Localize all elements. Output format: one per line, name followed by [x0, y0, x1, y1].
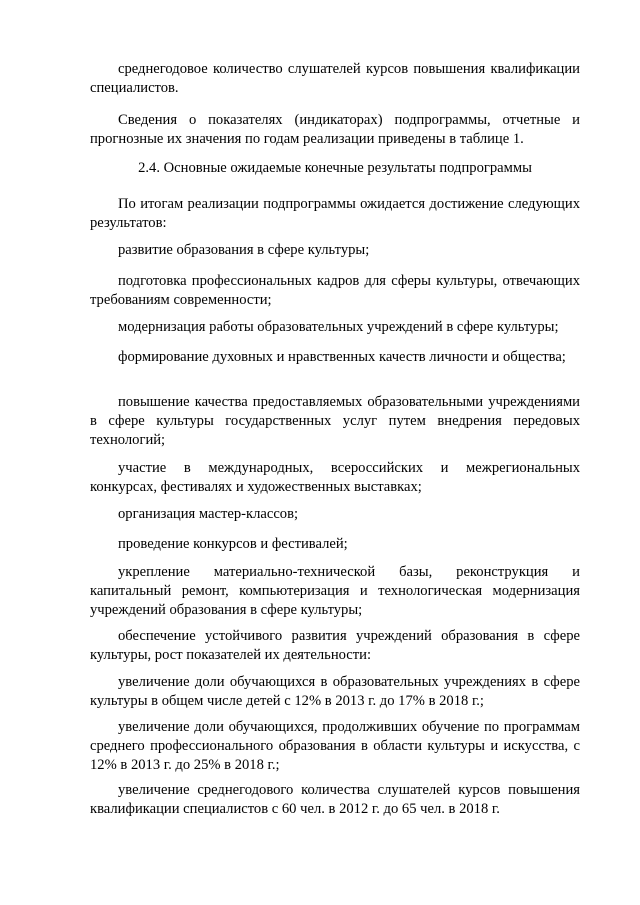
result-item — [90, 459, 580, 497]
result-item — [90, 272, 580, 310]
result-item-text: проведение конкурсов и фестивалей; — [118, 536, 348, 552]
result-item-text: подготовка профессиональных кадров для сферы культуры, отвечающих требованиям современности; — [90, 273, 580, 308]
result-item-text: организация мастер-классов; — [118, 506, 299, 522]
result-item — [90, 241, 580, 260]
result-item-text: увеличение доли обучающихся, продолживших обучение по программам среднего профессионального образования в области культуры и искусства, с 12% в 2013 г. до 25% в 2018 г.; — [90, 719, 580, 773]
paragraph-continuation — [90, 60, 580, 98]
result-item — [90, 318, 580, 337]
result-item-text: формирование духовных и нравственных качеств личности и общества; — [118, 349, 566, 365]
result-item — [90, 627, 580, 665]
result-item — [90, 348, 580, 367]
result-item — [90, 505, 580, 524]
result-item — [90, 535, 580, 554]
result-item — [90, 563, 580, 620]
result-item-text: повышение качества предоставляемых образовательными учреждениями в сфере культуры государственных услуг путем внедрения передовых технологий; — [90, 394, 580, 448]
result-item — [90, 393, 580, 450]
result-item-text: обеспечение устойчивого развития учреждений образования в сфере культуры, рост показателей их деятельности: — [90, 628, 580, 663]
result-item-text: развитие образования в сфере культуры; — [118, 242, 370, 258]
result-item-text: участие в международных, всероссийских и межрегиональных конкурсах, фестивалях и художественных выставках; — [90, 460, 580, 495]
result-item-text: увеличение среднегодового количества слушателей курсов повышения квалификации специалистов с 60 чел. в 2012 г. до 65 чел. в 2018 г. — [90, 782, 580, 817]
result-item — [90, 673, 580, 711]
section-heading — [90, 159, 580, 178]
paragraph-results-intro — [90, 195, 580, 233]
result-item-text: увеличение доли обучающихся в образовательных учреждениях в сфере культуры в общем числе детей с 12% в 2013 г. до 17% в 2018 г.; — [90, 674, 580, 709]
paragraph-indicators-info — [90, 111, 580, 149]
result-item — [90, 781, 580, 819]
paragraph-text: По итогам реализации подпрограммы ожидается достижение следующих результатов: — [90, 196, 580, 231]
paragraph-text: Сведения о показателях (индикаторах) подпрограммы, отчетные и прогнозные их значения по годам реализации приведены в таблице 1. — [90, 112, 580, 147]
result-item — [90, 718, 580, 775]
paragraph-text: среднегодовое количество слушателей курсов повышения квалификации специалистов. — [90, 61, 580, 96]
result-item-text: укрепление материально-технической базы, реконструкция и капитальный ремонт, компьютеризация и технологическая модернизация учреждений образования в сфере культуры; — [90, 564, 580, 618]
result-item-text: модернизация работы образовательных учреждений в сфере культуры; — [118, 319, 559, 335]
section-heading-text: 2.4. Основные ожидаемые конечные результаты подпрограммы — [138, 160, 532, 176]
